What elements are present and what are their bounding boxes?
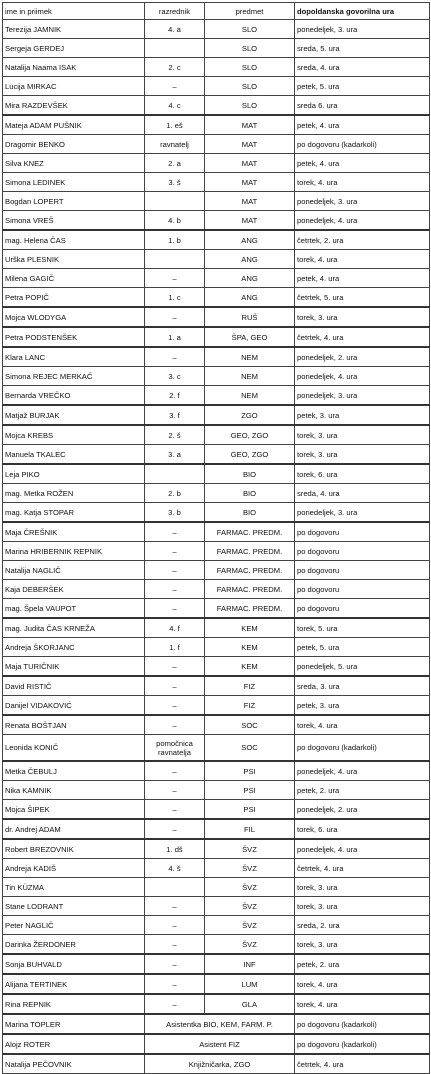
table-row xyxy=(3,542,430,561)
table-row xyxy=(3,20,430,39)
cell-name: Mojca ŠIPEK xyxy=(3,800,145,820)
cell-name: Lucija MIRKAC xyxy=(3,77,145,96)
cell-class-teacher: – xyxy=(145,522,205,542)
cell-subject: NEM xyxy=(205,367,295,386)
cell-class-teacher: 3. š xyxy=(145,173,205,192)
cell-name: Alojz ROTER xyxy=(3,1034,145,1054)
cell-class-teacher: 1. dš xyxy=(145,839,205,859)
table-row xyxy=(3,192,430,211)
table-row xyxy=(3,638,430,657)
cell-name: mag. Katja STOPAR xyxy=(3,503,145,523)
cell-class-teacher: – xyxy=(145,800,205,820)
cell-consultation-hour: po dogovoru xyxy=(295,580,430,599)
table-row xyxy=(3,135,430,154)
cell-consultation-hour: po dogovoru xyxy=(295,561,430,580)
table-row xyxy=(3,1054,430,1074)
cell-consultation-hour: torek, 3. ura xyxy=(295,425,430,445)
cell-name: Sergeja GERDEJ xyxy=(3,39,145,58)
cell-subject: BIO xyxy=(205,464,295,484)
cell-name: Bernarda VREČKO xyxy=(3,386,145,406)
cell-consultation-hour: sreda, 3. ura xyxy=(295,676,430,696)
cell-class-teacher: – xyxy=(145,954,205,974)
cell-subject: SLO xyxy=(205,77,295,96)
cell-subject: MAT xyxy=(205,154,295,173)
cell-subject: ŠVZ xyxy=(205,916,295,935)
cell-subject: ŠVZ xyxy=(205,859,295,878)
table-row xyxy=(3,367,430,386)
cell-subject: RUŠ xyxy=(205,307,295,327)
table-row xyxy=(3,657,430,677)
cell-name: Leja PIKO xyxy=(3,464,145,484)
cell-consultation-hour: po dogovoru (kadarkoli) xyxy=(295,1014,430,1034)
table-row xyxy=(3,561,430,580)
cell-name: mag. Helena ČAS xyxy=(3,230,145,250)
cell-subject: FARMAC. PREDM. xyxy=(205,580,295,599)
cell-name: Sonja BUHVALD xyxy=(3,954,145,974)
cell-subject: BIO xyxy=(205,484,295,503)
header-class-teacher: razrednik xyxy=(145,3,205,20)
cell-subject: MAT xyxy=(205,173,295,192)
table-row xyxy=(3,327,430,347)
cell-name: Milena GAGIČ xyxy=(3,269,145,288)
table-row xyxy=(3,1034,430,1054)
cell-name: Mojca KREBS xyxy=(3,425,145,445)
cell-consultation-hour: sreda, 5. ura xyxy=(295,39,430,58)
cell-consultation-hour: torek, 3. ura xyxy=(295,307,430,327)
cell-consultation-hour: ponedeljek, 4. ura xyxy=(295,761,430,781)
cell-subject: PSI xyxy=(205,761,295,781)
cell-name: Marina TOPLER xyxy=(3,1014,145,1034)
cell-subject: GEO, ZGO xyxy=(205,445,295,465)
cell-class-teacher: – xyxy=(145,657,205,677)
cell-class-teacher: – xyxy=(145,599,205,619)
cell-consultation-hour: sreda, 4. ura xyxy=(295,484,430,503)
cell-name: Kaja DEBERŠEK xyxy=(3,580,145,599)
cell-consultation-hour: torek, 6. ura xyxy=(295,819,430,839)
cell-name: David RISTIČ xyxy=(3,676,145,696)
cell-consultation-hour: torek, 3. ura xyxy=(295,878,430,897)
cell-consultation-hour: torek, 4. ura xyxy=(295,994,430,1014)
cell-role: Asistentka BIO, KEM, FARM. P. xyxy=(145,1014,295,1034)
cell-class-teacher: 2. c xyxy=(145,58,205,77)
cell-class-teacher: 2. š xyxy=(145,425,205,445)
cell-consultation-hour: petek, 4. ura xyxy=(295,115,430,135)
cell-consultation-hour: četrtek, 4. ura xyxy=(295,327,430,347)
cell-subject: MAT xyxy=(205,135,295,154)
cell-name: dr. Andrej ADAM xyxy=(3,819,145,839)
cell-name: Peter NAGLIČ xyxy=(3,916,145,935)
cell-consultation-hour: ponedeljek, 4. ura xyxy=(295,839,430,859)
cell-class-teacher: – xyxy=(145,347,205,367)
table-row xyxy=(3,859,430,878)
cell-name: Simona LEDINEK xyxy=(3,173,145,192)
cell-subject: SLO xyxy=(205,58,295,77)
cell-subject: ŠVZ xyxy=(205,878,295,897)
table-row xyxy=(3,288,430,308)
cell-consultation-hour: torek, 4. ura xyxy=(295,250,430,269)
cell-class-teacher: – xyxy=(145,974,205,994)
cell-name: Renata BOŠTJAN xyxy=(3,715,145,735)
cell-class-teacher: 1. c xyxy=(145,288,205,308)
cell-consultation-hour: ponedeljek, 2. ura xyxy=(295,347,430,367)
cell-class-teacher: 4. b xyxy=(145,211,205,231)
cell-class-teacher: – xyxy=(145,761,205,781)
table-row xyxy=(3,347,430,367)
table-row xyxy=(3,115,430,135)
cell-consultation-hour: petek, 5. ura xyxy=(295,638,430,657)
cell-subject: SLO xyxy=(205,96,295,116)
table-row xyxy=(3,503,430,523)
table-row xyxy=(3,618,430,638)
cell-consultation-hour: torek, 5. ura xyxy=(295,618,430,638)
table-body xyxy=(3,20,430,1074)
cell-class-teacher: ravnatelj xyxy=(145,135,205,154)
cell-consultation-hour: sreda, 2. ura xyxy=(295,916,430,935)
table-header-row xyxy=(3,3,430,20)
table-row xyxy=(3,916,430,935)
cell-class-teacher: 1. eš xyxy=(145,115,205,135)
cell-subject: SLO xyxy=(205,20,295,39)
table-row xyxy=(3,1014,430,1034)
table-row xyxy=(3,761,430,781)
cell-subject: FIZ xyxy=(205,696,295,716)
cell-consultation-hour: petek, 4. ura xyxy=(295,269,430,288)
cell-class-teacher: – xyxy=(145,542,205,561)
cell-subject: ANG xyxy=(205,269,295,288)
consultation-hours-table xyxy=(2,2,430,1074)
cell-consultation-hour: petek, 2. ura xyxy=(295,954,430,974)
cell-name: Matjaž BURJAK xyxy=(3,405,145,425)
cell-class-teacher: – xyxy=(145,676,205,696)
cell-name: mag. Špela VAUPOT xyxy=(3,599,145,619)
cell-class-teacher: 1. a xyxy=(145,327,205,347)
cell-subject: NEM xyxy=(205,347,295,367)
cell-name: Silva KNEZ xyxy=(3,154,145,173)
table-row xyxy=(3,800,430,820)
cell-class-teacher: 4. f xyxy=(145,618,205,638)
cell-consultation-hour: po dogovoru xyxy=(295,542,430,561)
cell-consultation-hour: ponedeljek, 4. ura xyxy=(295,367,430,386)
cell-name: Natalija Naama ISAK xyxy=(3,58,145,77)
cell-name: mag. Judita ČAS KRNEŽA xyxy=(3,618,145,638)
consultation-hours-document xyxy=(2,2,429,1074)
cell-consultation-hour: torek, 4. ura xyxy=(295,173,430,192)
cell-consultation-hour: torek, 4. ura xyxy=(295,715,430,735)
cell-consultation-hour: ponedeljek, 3. ura xyxy=(295,20,430,39)
cell-subject: FIL xyxy=(205,819,295,839)
cell-consultation-hour: petek, 2. ura xyxy=(295,781,430,800)
cell-consultation-hour: četrtek, 5. ura xyxy=(295,288,430,308)
cell-subject: MAT xyxy=(205,115,295,135)
cell-subject: SLO xyxy=(205,39,295,58)
cell-name: Nika KAMNIK xyxy=(3,781,145,800)
cell-consultation-hour: četrtek, 2. ura xyxy=(295,230,430,250)
table-row xyxy=(3,154,430,173)
cell-consultation-hour: torek, 3. ura xyxy=(295,935,430,955)
cell-class-teacher: – xyxy=(145,935,205,955)
cell-name: Natalija PEČOVNIK xyxy=(3,1054,145,1074)
table-row xyxy=(3,935,430,955)
cell-class-teacher: – xyxy=(145,819,205,839)
table-row xyxy=(3,994,430,1014)
header-consultation-hour: dopoldanska govorilna ura xyxy=(295,3,430,20)
cell-class-teacher: – xyxy=(145,269,205,288)
cell-subject: ŠVZ xyxy=(205,839,295,859)
table-row xyxy=(3,781,430,800)
cell-consultation-hour: sreda 6. ura xyxy=(295,96,430,116)
cell-subject: PSI xyxy=(205,781,295,800)
cell-class-teacher: 2. b xyxy=(145,484,205,503)
cell-consultation-hour: po dogovoru xyxy=(295,599,430,619)
cell-class-teacher: – xyxy=(145,580,205,599)
cell-class-teacher: 3. f xyxy=(145,405,205,425)
cell-subject: KEM xyxy=(205,638,295,657)
cell-consultation-hour: ponedeljek, 5. ura xyxy=(295,657,430,677)
cell-subject: NEM xyxy=(205,386,295,406)
cell-consultation-hour: torek, 6. ura xyxy=(295,464,430,484)
table-row xyxy=(3,77,430,96)
table-row xyxy=(3,445,430,465)
cell-class-teacher: 3. a xyxy=(145,445,205,465)
cell-subject: ŠVZ xyxy=(205,897,295,916)
table-row xyxy=(3,58,430,77)
cell-name: Marina HRIBERNIK REPNIK xyxy=(3,542,145,561)
cell-consultation-hour: ponedeljek, 2. ura xyxy=(295,800,430,820)
table-row xyxy=(3,484,430,503)
cell-consultation-hour: petek, 3. ura xyxy=(295,405,430,425)
table-row xyxy=(3,522,430,542)
cell-subject: INF xyxy=(205,954,295,974)
table-row xyxy=(3,696,430,716)
cell-name: Alijana TERTINEK xyxy=(3,974,145,994)
cell-consultation-hour: po dogovoru (kadarkoli) xyxy=(295,735,430,762)
cell-class-teacher xyxy=(145,464,205,484)
table-row xyxy=(3,464,430,484)
cell-consultation-hour: petek, 3. ura xyxy=(295,696,430,716)
cell-subject: SOC xyxy=(205,735,295,762)
header-name: ime in priimek xyxy=(3,3,145,20)
cell-subject: SOC xyxy=(205,715,295,735)
cell-subject: ŠPA, GEO xyxy=(205,327,295,347)
cell-class-teacher: – xyxy=(145,994,205,1014)
cell-consultation-hour: petek, 4. ura xyxy=(295,154,430,173)
cell-consultation-hour: torek, 3. ura xyxy=(295,445,430,465)
cell-subject: BIO xyxy=(205,503,295,523)
cell-class-teacher: 1. b xyxy=(145,230,205,250)
cell-class-teacher: pomočnica ravnatelja xyxy=(145,735,205,762)
cell-class-teacher: – xyxy=(145,561,205,580)
cell-name: Mojca WLODYGA xyxy=(3,307,145,327)
cell-subject: MAT xyxy=(205,211,295,231)
table-row xyxy=(3,715,430,735)
cell-name: Danijel VIDAKOVIĆ xyxy=(3,696,145,716)
cell-name: Metka ČEBULJ xyxy=(3,761,145,781)
cell-name: Tin KÜZMA xyxy=(3,878,145,897)
table-row xyxy=(3,307,430,327)
table-row xyxy=(3,386,430,406)
cell-subject: GEO, ZGO xyxy=(205,425,295,445)
cell-consultation-hour: sreda, 4. ura xyxy=(295,58,430,77)
table-row xyxy=(3,819,430,839)
cell-class-teacher: 4. š xyxy=(145,859,205,878)
table-row xyxy=(3,405,430,425)
cell-name: Stane LODRANT xyxy=(3,897,145,916)
cell-subject: KEM xyxy=(205,657,295,677)
cell-name: Dragomir BENKO xyxy=(3,135,145,154)
cell-name: Rina REPNIK xyxy=(3,994,145,1014)
table-row xyxy=(3,676,430,696)
cell-subject: PSI xyxy=(205,800,295,820)
cell-class-teacher: – xyxy=(145,715,205,735)
cell-name: Mira RAZDEVŠEK xyxy=(3,96,145,116)
table-row xyxy=(3,878,430,897)
cell-subject: ANG xyxy=(205,230,295,250)
cell-class-teacher: 4. a xyxy=(145,20,205,39)
cell-role: Knjižničarka, ZGO xyxy=(145,1054,295,1074)
cell-subject: ANG xyxy=(205,288,295,308)
cell-name: Simona VREŠ xyxy=(3,211,145,231)
cell-class-teacher: 1. f xyxy=(145,638,205,657)
cell-class-teacher: 2. a xyxy=(145,154,205,173)
cell-consultation-hour: četrtek, 4. ura xyxy=(295,1054,430,1074)
cell-name: Manuela TKALEC xyxy=(3,445,145,465)
cell-consultation-hour: ponedeljek, 3. ura xyxy=(295,386,430,406)
table-row xyxy=(3,897,430,916)
cell-consultation-hour: po dogovoru (kadarkoli) xyxy=(295,1034,430,1054)
cell-subject: ANG xyxy=(205,250,295,269)
cell-subject: ZGO xyxy=(205,405,295,425)
cell-subject: GLA xyxy=(205,994,295,1014)
cell-name: Andreja KADIŠ xyxy=(3,859,145,878)
table-row xyxy=(3,96,430,116)
cell-name: Urška PLESNIK xyxy=(3,250,145,269)
cell-class-teacher: 3. b xyxy=(145,503,205,523)
cell-class-teacher xyxy=(145,250,205,269)
cell-name: Natalija NAGLIČ xyxy=(3,561,145,580)
cell-class-teacher xyxy=(145,878,205,897)
cell-consultation-hour: po dogovoru (kadarkoli) xyxy=(295,135,430,154)
cell-class-teacher xyxy=(145,192,205,211)
cell-class-teacher: 2. f xyxy=(145,386,205,406)
cell-role: Asistent FIZ xyxy=(145,1034,295,1054)
table-row xyxy=(3,250,430,269)
cell-consultation-hour: četrtek, 4. ura xyxy=(295,859,430,878)
cell-class-teacher: – xyxy=(145,781,205,800)
header-subject: predmet xyxy=(205,3,295,20)
cell-name: Maja TURIČNIK xyxy=(3,657,145,677)
table-row xyxy=(3,580,430,599)
cell-name: Petra PODSTENŠEK xyxy=(3,327,145,347)
cell-name: Leonida KONIČ xyxy=(3,735,145,762)
cell-subject: FARMAC. PREDM. xyxy=(205,522,295,542)
cell-name: Maja ČREŠNIK xyxy=(3,522,145,542)
cell-class-teacher xyxy=(145,39,205,58)
table-row xyxy=(3,599,430,619)
table-row xyxy=(3,425,430,445)
table-row xyxy=(3,173,430,192)
cell-class-teacher: – xyxy=(145,307,205,327)
cell-consultation-hour: torek, 3. ura xyxy=(295,897,430,916)
table-row xyxy=(3,269,430,288)
cell-class-teacher: – xyxy=(145,696,205,716)
table-row xyxy=(3,230,430,250)
table-row xyxy=(3,735,430,762)
table-row xyxy=(3,839,430,859)
cell-name: Petra POPIČ xyxy=(3,288,145,308)
table-row xyxy=(3,954,430,974)
cell-consultation-hour: petek, 5. ura xyxy=(295,77,430,96)
cell-class-teacher: – xyxy=(145,77,205,96)
cell-subject: ŠVZ xyxy=(205,935,295,955)
table-row xyxy=(3,39,430,58)
cell-name: Darinka ŽERDONER xyxy=(3,935,145,955)
cell-consultation-hour: ponedeljek, 3. ura xyxy=(295,192,430,211)
cell-name: mag. Metka ROŽEN xyxy=(3,484,145,503)
cell-consultation-hour: ponedeljek, 4. ura xyxy=(295,211,430,231)
cell-name: Klara LANC xyxy=(3,347,145,367)
cell-name: Simona REJEC MERKAČ xyxy=(3,367,145,386)
cell-class-teacher: 3. c xyxy=(145,367,205,386)
cell-subject: MAT xyxy=(205,192,295,211)
cell-subject: LUM xyxy=(205,974,295,994)
cell-subject: FARMAC. PREDM. xyxy=(205,599,295,619)
table-row xyxy=(3,974,430,994)
cell-consultation-hour: ponedeljek, 3. ura xyxy=(295,503,430,523)
cell-subject: FARMAC. PREDM. xyxy=(205,561,295,580)
cell-class-teacher: – xyxy=(145,916,205,935)
cell-subject: FARMAC. PREDM. xyxy=(205,542,295,561)
cell-name: Mateja ADAM PUŠNIK xyxy=(3,115,145,135)
cell-class-teacher: 4. c xyxy=(145,96,205,116)
cell-class-teacher: – xyxy=(145,897,205,916)
cell-name: Robert BREZOVNIK xyxy=(3,839,145,859)
cell-name: Bogdan LOPERT xyxy=(3,192,145,211)
cell-consultation-hour: po dogovoru xyxy=(295,522,430,542)
cell-name: Terezija JAMNIK xyxy=(3,20,145,39)
cell-subject: FIZ xyxy=(205,676,295,696)
table-row xyxy=(3,211,430,231)
cell-subject: KEM xyxy=(205,618,295,638)
cell-name: Andreja ŠKORJANC xyxy=(3,638,145,657)
cell-consultation-hour: torek, 4. ura xyxy=(295,974,430,994)
